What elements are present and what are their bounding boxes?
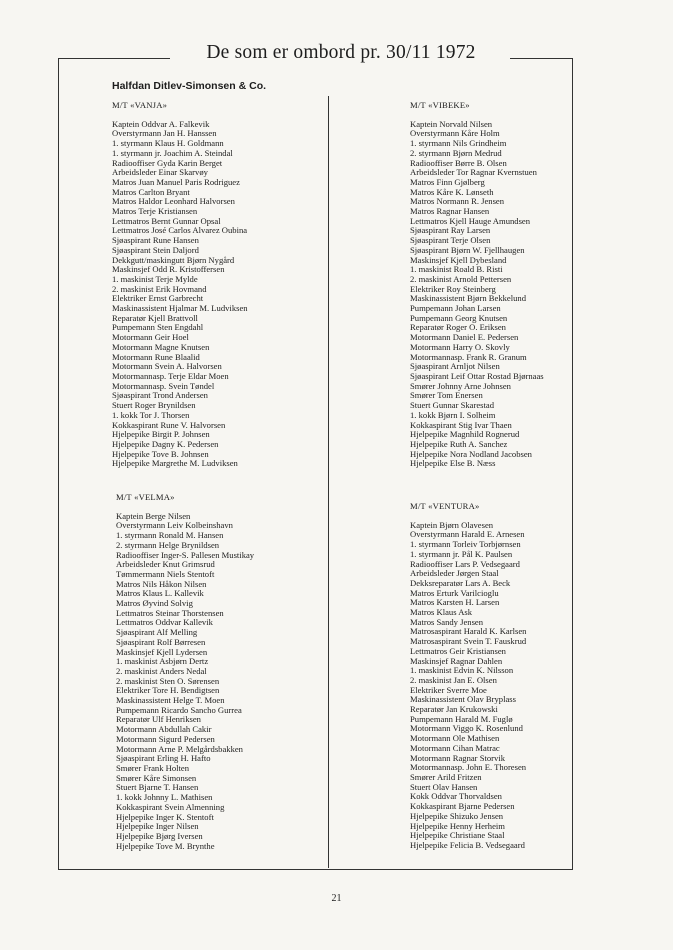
crew-member: Kokkaspirant Rune V. Halvorsen [112, 420, 226, 430]
column-divider [328, 96, 329, 868]
crew-member: Overstyrmann Harald E. Arnesen [410, 530, 525, 540]
crew-member: Overstyrmann Leiv Kolbeinshavn [116, 521, 233, 531]
crew-member: Motormann Harry O. Skovly [410, 342, 510, 352]
crew-member: Overstyrmann Jan H. Hanssen [112, 129, 217, 139]
crew-member: Motormannasp. John E. Thoresen [410, 763, 527, 773]
crew-member: Maskinassistent Olav Bryplass [410, 695, 516, 705]
crew-member: Matros Carlton Bryant [112, 187, 190, 197]
crew-member: Lettmatros Steinar Thorstensen [116, 608, 224, 618]
crew-member: Motormann Daniel E. Pedersen [410, 333, 519, 343]
crew-member: Sjøaspirant Leif Ottar Rostad Bjørnaas [410, 371, 544, 381]
crew-member: Motormannasp. Terje Eldar Moen [112, 371, 229, 381]
crew-member: Pumpemann Ricardo Sancho Gurrea [116, 705, 242, 715]
crew-member: 1. maskinist Terje Mylde [112, 274, 198, 284]
page-title: De som er ombord pr. 30/11 1972 [206, 42, 476, 63]
crew-member: Matros Haldor Leonhard Halvorsen [112, 197, 235, 207]
crew-member: Arbeidsleder Knut Grimsrud [116, 560, 215, 570]
crew-member: Hjelpepike Inger K. Stentoft [116, 812, 214, 822]
crew-member: 1. kokk Bjørn I. Solheim [410, 410, 496, 420]
crew-member: Hjelpepike Christiane Staal [410, 831, 505, 841]
crew-member: Elektriker Sverre Moe [410, 685, 487, 695]
crew-member: Pumpemann Johan Larsen [410, 304, 501, 314]
crew-member: 2. maskinist Arnold Pettersen [410, 274, 512, 284]
crew-member: Maskinassistent Hjalmar M. Ludviksen [112, 304, 248, 314]
crew-list [116, 512, 328, 852]
crew-member: Matros Øyvind Solvig [116, 599, 193, 609]
crew-member: Sjøaspirant Stein Daljord [112, 245, 199, 255]
ship-header: M/T «VENTURA» [410, 501, 480, 511]
crew-member: Matros Terje Kristiansen [112, 207, 198, 217]
crew-member: 1. maskinist Roald B. Risti [410, 265, 503, 275]
crew-member: Motormann Sigurd Pedersen [116, 734, 215, 744]
crew-member: Sjøaspirant Trond Andersen [112, 391, 208, 401]
crew-member: Kokk Oddvar Thorvaldsen [410, 792, 502, 802]
crew-member: Matros Klaus Ask [410, 608, 473, 618]
crew-member: Maskinsjef Odd R. Kristoffersen [112, 265, 225, 275]
crew-member: Matros Ragnar Hansen [410, 207, 490, 217]
crew-member: 2. styrmann Helge Brynildsen [116, 540, 220, 550]
crew-member: Motormann Magne Knutsen [112, 342, 210, 352]
crew-member: Maskinsjef Kjell Lydersen [116, 647, 208, 657]
crew-member: Maskinassistent Bjørn Bekkelund [410, 294, 527, 304]
crew-member: Elektriker Ernst Garbrecht [112, 294, 204, 304]
crew-member: Kaptein Berge Nilsen [116, 511, 191, 521]
crew-member: Kaptein Oddvar A. Falkevik [112, 119, 210, 129]
crew-member: Hjelpepike Margrethe M. Ludviksen [112, 459, 238, 469]
crew-member: Motormann Arne P. Melgårdsbakken [116, 744, 243, 754]
crew-member: Hjelpepike Shizuko Jensen [410, 811, 504, 821]
crew-member: Lettmatros Bernt Gunnar Opsal [112, 216, 221, 226]
crew-member: Lettmatros Oddvar Kallevik [116, 618, 213, 628]
crew-member: Matros Finn Gjølberg [410, 177, 485, 187]
crew-member: Kokkaspirant Svein Almenning [116, 802, 225, 812]
crew-member: Maskinassistent Helge T. Moen [116, 696, 225, 706]
page-number: 21 [331, 893, 342, 904]
crew-member: Sjøaspirant Rune Hansen [112, 236, 199, 246]
ship-header: M/T «VIBEKE» [410, 100, 470, 110]
crew-member: Reparatør Roger O. Eriksen [410, 323, 506, 333]
crew-member: Pumpemann Harald M. Fuglø [410, 714, 513, 724]
crew-member: Stuert Olav Hansen [410, 782, 478, 792]
crew-member: Sjøaspirant Terje Olsen [410, 236, 491, 246]
crew-member: Sjøaspirant Ray Larsen [410, 226, 491, 236]
crew-member: Pumpemann Sten Engdahl [112, 323, 204, 333]
crew-member: 2. maskinist Anders Nedal [116, 666, 207, 676]
crew-member: Arbeidsleder Tor Ragnar Kvernstuen [410, 168, 537, 178]
crew-member: Radiooffiser Lars P. Vedsegaard [410, 559, 520, 569]
crew-member: Hjelpepike Nora Nodland Jacobsen [410, 449, 532, 459]
crew-member: Overstyrmann Kåre Holm [410, 129, 500, 139]
crew-member: Lettmatros Geir Kristiansen [410, 646, 506, 656]
crew-list [410, 521, 622, 851]
crew-member: Reparatør Kjell Brattvoll [112, 313, 198, 323]
crew-member: Radiooffiser Inger-S. Pallesen Mustikay [116, 550, 255, 560]
crew-member: Matros Sandy Jensen [410, 617, 484, 627]
crew-list [112, 120, 324, 469]
crew-member: Dekkgutt/maskingutt Bjørn Nygård [112, 255, 235, 265]
crew-member: Hjelpepike Henny Herheim [410, 821, 505, 831]
crew-member: Hjelpepike Felicia B. Vedsegaard [410, 840, 525, 850]
ship-header: M/T «VANJA» [112, 100, 168, 110]
crew-member: Maskinsjef Ragnar Dahlen [410, 656, 503, 666]
crew-member: Hjelpepike Ruth A. Sanchez [410, 439, 508, 449]
crew-member: Kokkaspirant Stig Ivar Thaen [410, 420, 512, 430]
crew-member: 1. maskinist Edvin K. Nilsson [410, 666, 514, 676]
crew-member: Motormann Rune Blaalid [112, 352, 200, 362]
ship-section-vanja [112, 101, 324, 469]
crew-member: Sjøaspirant Erling H. Hafto [116, 754, 211, 764]
crew-member: 1. styrmann jr. Joachim A. Steindal [112, 148, 233, 158]
crew-member: Hjelpepike Bjørg Iversen [116, 831, 203, 841]
crew-member: 1. kokk Tor J. Thorsen [112, 410, 190, 420]
crew-member: Sjøaspirant Rolf Børresen [116, 637, 206, 647]
crew-member: Arbeidsleder Einar Skarvøy [112, 168, 208, 178]
crew-member: Stuert Roger Brynildsen [112, 401, 196, 411]
crew-member: Arbeidsleder Jørgen Staal [410, 569, 499, 579]
crew-member: Smører Johnny Arne Johnsen [410, 381, 511, 391]
company-name: Halfdan Ditlev-Simonsen & Co. [112, 80, 267, 92]
crew-member: Matros Klaus L. Kallevik [116, 589, 204, 599]
crew-member: Matros Juan Manuel Paris Rodriguez [112, 177, 240, 187]
crew-member: Stuert Gunnar Skarestad [410, 401, 495, 411]
crew-member: Matros Erturk Varilcioglu [410, 588, 499, 598]
crew-member: Hjelpepike Tove M. Brynthe [116, 841, 215, 851]
crew-member: Tømmermann Niels Stentoft [116, 569, 215, 579]
crew-member: Matrosaspirant Harald K. Karlsen [410, 627, 527, 637]
ship-section-vibeke [410, 101, 622, 469]
crew-member: Stuert Bjarne T. Hansen [116, 783, 199, 793]
crew-member: 1. kokk Johnny L. Mathisen [116, 793, 213, 803]
crew-member: 1. styrmann Ronald M. Hansen [116, 531, 224, 541]
crew-member: 1. styrmann Torleiv Torbjørnsen [410, 540, 521, 550]
crew-member: 1. styrmann jr. Pål K. Paulsen [410, 549, 513, 559]
crew-member: Motormann Abdullah Cakir [116, 725, 212, 735]
crew-member: Lettmatros Kjell Hauge Amundsen [410, 216, 531, 226]
crew-member: Matros Karsten H. Larsen [410, 598, 500, 608]
ship-header: M/T «VELMA» [116, 492, 175, 502]
crew-member: Elektriker Tore H. Bendigtsen [116, 686, 220, 696]
crew-member: Hjelpepike Tove B. Johnsen [112, 449, 209, 459]
crew-member: 2. maskinist Sten O. Sørensen [116, 676, 220, 686]
crew-member: Motormann Geir Hoel [112, 333, 189, 343]
crew-member: Motormann Viggo K. Rosenlund [410, 724, 523, 734]
crew-member: Kaptein Norvald Nilsen [410, 119, 493, 129]
crew-member: Hjelpepike Else B. Næss [410, 459, 496, 469]
crew-member: Reparatør Jan Krukowski [410, 705, 498, 715]
crew-list [410, 120, 622, 469]
crew-member: Hjelpepike Birgit P. Johnsen [112, 430, 210, 440]
crew-member: Hjelpepike Dagny K. Pedersen [112, 439, 219, 449]
crew-member: Matros Nils Håkon Nilsen [116, 579, 207, 589]
crew-member: 1. styrmann Klaus H. Goldmann [112, 139, 224, 149]
crew-member: Sjøaspirant Arnljot Nilsen [410, 362, 500, 372]
crew-member: Matrosaspirant Svein T. Fauskrud [410, 637, 527, 647]
crew-member: Motormann Cihan Matrac [410, 743, 500, 753]
crew-member: Matros Kåre K. Lønseth [410, 187, 494, 197]
ship-section-ventura [410, 502, 622, 851]
crew-member: Kaptein Bjørn Olavesen [410, 520, 494, 530]
crew-member: Smører Kåre Simonsen [116, 773, 197, 783]
crew-member: Pumpemann Georg Knutsen [410, 313, 508, 323]
crew-member: Smører Arild Fritzen [410, 772, 482, 782]
crew-member: Kokkaspirant Bjarne Pedersen [410, 802, 515, 812]
crew-member: Reparatør Ulf Henriksen [116, 715, 201, 725]
crew-member: Smører Tom Enersen [410, 391, 483, 401]
crew-member: Sjøaspirant Alf Melling [116, 628, 198, 638]
crew-member: Matros Normann R. Jensen [410, 197, 505, 207]
crew-member: Sjøaspirant Bjørn W. Fjellhaugen [410, 245, 525, 255]
crew-member: Radiooffiser Børre B. Olsen [410, 158, 507, 168]
crew-member: Smører Frank Holten [116, 763, 190, 773]
crew-member: Motormann Ole Mathisen [410, 734, 500, 744]
crew-member: Hjelpepike Magnhild Rognerud [410, 430, 520, 440]
crew-member: Elektriker Roy Steinberg [410, 284, 496, 294]
crew-member: Radiooffiser Gyda Karin Berget [112, 158, 223, 168]
crew-member: Motormannasp. Frank R. Granum [410, 352, 527, 362]
crew-member: Lettmatros José Carlos Alvarez Oubina [112, 226, 248, 236]
crew-member: Hjelpepike Inger Nilsen [116, 822, 199, 832]
crew-member: Maskinsjef Kjell Dybesland [410, 255, 507, 265]
crew-member: Motormannasp. Svein Tøndel [112, 381, 215, 391]
crew-member: 1. styrmann Nils Grindheim [410, 139, 507, 149]
crew-member: Motormann Ragnar Storvik [410, 753, 505, 763]
crew-member: 1. maskinist Asbjørn Dertz [116, 657, 209, 667]
crew-member: 2. maskinist Jan E. Olsen [410, 675, 497, 685]
ship-section-velma [116, 493, 328, 851]
crew-member: Dekksreparatør Lars A. Beck [410, 578, 511, 588]
crew-member: 2. styrmann Bjørn Medrud [410, 148, 502, 158]
crew-member: Motormann Svein A. Halvorsen [112, 362, 222, 372]
crew-member: 2. maskinist Erik Hovmand [112, 284, 207, 294]
